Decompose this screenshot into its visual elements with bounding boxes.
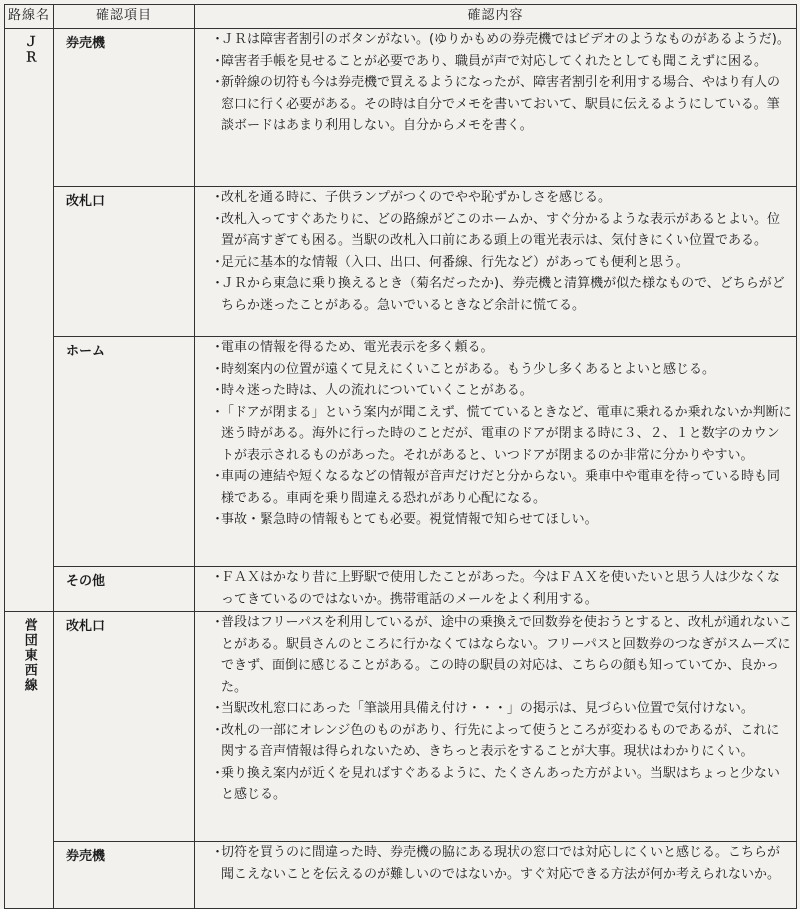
- line-name-cell: [5, 29, 54, 612]
- bullet-text: ＪＲは障害者割引のボタンがない。(ゆりかもめの券売機ではビデオのようなものがあるようだ)。: [221, 32, 790, 47]
- check-item: ホーム: [54, 337, 195, 567]
- check-item: その他: [54, 567, 195, 612]
- content-bullet: [211, 209, 792, 252]
- bullet-mark: ・: [211, 615, 225, 630]
- content-bullet: [211, 763, 792, 806]
- bullet-mark: ・: [211, 469, 225, 484]
- bullet-mark: ・: [211, 276, 225, 291]
- table-row: [5, 29, 797, 187]
- header-row: [5, 5, 797, 29]
- bullet-mark: ・: [211, 765, 225, 781]
- header-content: 確認内容: [195, 5, 797, 29]
- bullet-mark: ・: [211, 340, 225, 355]
- content-bullet: [211, 842, 792, 885]
- table-row: [5, 567, 797, 612]
- content-bullet: [211, 380, 792, 402]
- check-item: 券売機: [54, 29, 195, 187]
- bullet-text: 乗り換え案内が近くを見ればすぐあるように、たくさんあった方がよい。当駅はちょっと少ないと感じる。: [221, 765, 780, 802]
- content-bullet: [211, 187, 792, 209]
- header-line: 路線名: [5, 5, 54, 29]
- content-bullet: [211, 29, 792, 51]
- line-name: 営団東西線: [21, 618, 37, 693]
- content-bullet: [211, 567, 792, 610]
- bullet-text: ＪＲから東急に乗り換えるとき（菊名だったか)、券売機と清算機が似た様なもので、どちらがどちらか迷ったことがある。急いでいるときなど余計に慌てる。: [221, 276, 785, 313]
- bullet-mark: ・: [211, 701, 225, 716]
- check-item: 改札口: [54, 187, 195, 337]
- bullet-text: 普段はフリーパスを利用しているが、途中の乗換えで回数券を使おうとすると、改札が通れないことがある。駅員さんのところに行かなくてはならない。フリーパスと回数券のつなぎがスムーズにできず、面倒に感じることがある。この時の駅員の対応は、こちらの顔も知っていてか、良かった。: [221, 615, 792, 695]
- table-row: [5, 187, 797, 337]
- check-content: [195, 187, 797, 337]
- content-bullet: [211, 72, 792, 137]
- bullet-text: 障害者手帳を見せることが必要であり、職員が声で対応してくれたとしても聞こえずに困る。: [221, 53, 768, 69]
- check-content: [195, 29, 797, 187]
- content-bullet: [211, 273, 792, 316]
- bullet-mark: ・: [211, 845, 225, 860]
- bullet-text: 時刻案内の位置が遠くて見えにくいことがある。もう少し多くあるとよいと感じる。: [221, 361, 716, 377]
- bullet-mark: ・: [211, 211, 225, 227]
- bullet-mark: ・: [211, 53, 225, 69]
- line-name: ＪＲ: [21, 35, 37, 65]
- bullet-mark: ・: [211, 722, 225, 738]
- check-content: [195, 567, 797, 612]
- bullet-mark: ・: [211, 570, 225, 585]
- table-row: [5, 842, 797, 909]
- check-content: [195, 612, 797, 842]
- table-row: [5, 337, 797, 567]
- check-item: 改札口: [54, 612, 195, 842]
- content-bullet: [211, 698, 792, 720]
- bullet-text: 車両の連結や短くなるなどの情報が音声だけだと分からない。乗車中や電車を待っている時も同様である。車両を乗り間違える恐れがあり心配になる。: [221, 469, 781, 506]
- content-bullet: [211, 509, 792, 531]
- bullet-mark: ・: [211, 383, 225, 398]
- content-bullet: [211, 612, 792, 698]
- confirmation-table-sheet: [4, 4, 796, 902]
- content-bullet: [211, 402, 792, 467]
- content-bullet: [211, 466, 792, 509]
- bullet-text: ＦＡＸはかなり昔に上野駅で使用したことがあった。今はＦＡＸを使いたいと思う人は少なくなってきているのではないか。携帯電話のメールをよく利用する。: [221, 570, 780, 607]
- bullet-text: 改札の一部にオレンジ色のものがあり、行先によって使うところが変わるものであるが、これに関する音声情報は得られないため、きちっと表示をすることが大事。現状はわかりにくい。: [221, 722, 780, 759]
- bullet-text: 事故・緊急時の情報もとても必要。視覚情報で知らせてほしい。: [221, 512, 598, 527]
- bullet-mark: ・: [211, 32, 225, 47]
- bullet-text: 足元に基本的な情報（入口、出口、何番線、行先など）があっても便利と思う。: [221, 254, 689, 270]
- table-row: [5, 612, 797, 842]
- content-bullet: [211, 51, 792, 73]
- content-bullet: [211, 337, 792, 359]
- bullet-mark: ・: [211, 404, 225, 420]
- bullet-text: 切符を買うのに間違った時、券売機の脇にある現状の窓口では対応しにくいと感じる。こちらが聞こえないことを伝えるのが難しいのではないか。すぐ対応できる方法が何か考えられないか。: [221, 845, 781, 882]
- confirmation-table: [4, 4, 797, 909]
- bullet-mark: ・: [211, 361, 225, 377]
- table-body: [5, 29, 797, 909]
- bullet-mark: ・: [211, 190, 225, 205]
- bullet-text: 当駅改札窓口にあった「筆談用具備え付け・・・」の掲示は、見づらい位置で気付けない。: [221, 701, 754, 716]
- bullet-text: 「ドアが閉まる」という案内が聞こえず、慌てているときなど、電車に乗れるか乗れないか判断に迷う時がある。海外に行った時のことだが、電車のドアが閉まる時に３、２、１と数字のカウントが表示されるものがあった。それがあると、いつドアが閉まるのか非常に分かりやすい。: [221, 404, 792, 463]
- bullet-text: 時々迷った時は、人の流れについていくことがある。: [221, 383, 533, 398]
- bullet-text: 改札入ってすぐあたりに、どの路線がどこのホームか、すぐ分かるような表示があるとよい。位置が高すぎても困る。当駅の改札入口前にある頭上の電光表示は、気付きにくい位置である。: [221, 211, 781, 248]
- bullet-mark: ・: [211, 75, 225, 90]
- check-content: [195, 337, 797, 567]
- bullet-text: 電車の情報を得るため、電光表示を多く頼る。: [221, 340, 494, 355]
- bullet-mark: ・: [211, 254, 225, 270]
- content-bullet: [211, 252, 792, 274]
- bullet-text: 改札を通る時に、子供ランプがつくのでやや恥ずかしさを感じる。: [221, 190, 612, 205]
- header-item: 確認項目: [54, 5, 195, 29]
- content-bullet: [211, 359, 792, 381]
- check-item: 券売機: [54, 842, 195, 909]
- bullet-mark: ・: [211, 512, 225, 527]
- check-content: [195, 842, 797, 909]
- content-bullet: [211, 720, 792, 763]
- line-name-cell: [5, 612, 54, 909]
- bullet-text: 新幹線の切符も今は券売機で買えるようになったが、障害者割引を利用する場合、やはり有人の窓口に行く必要がある。その時は自分でメモを書いておいて、駅員に伝えるようにしている。筆談ボードはあまり利用しない。自分からメモを書く。: [221, 75, 781, 133]
